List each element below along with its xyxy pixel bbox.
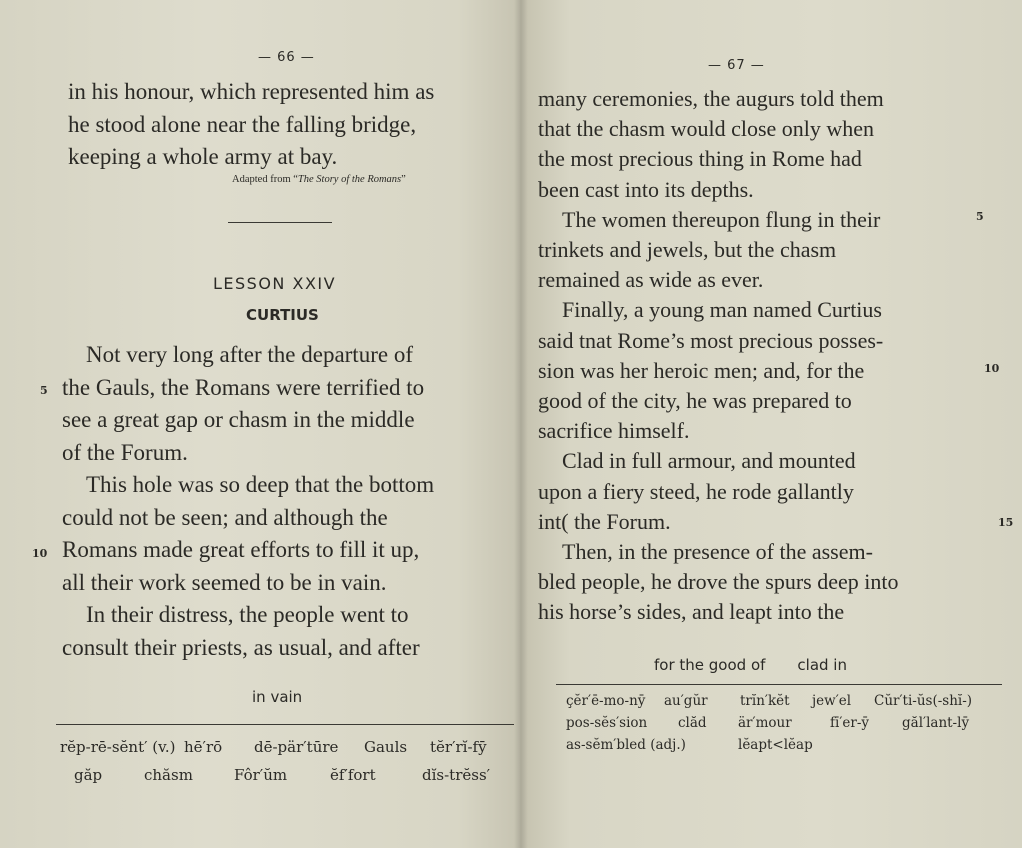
pronunciation-word: găp <box>74 766 103 784</box>
text-line: Clad in full armour, and mounted <box>562 448 856 474</box>
phrase-list <box>654 656 879 674</box>
text-line: consult their priests, as usual, and after <box>62 634 420 660</box>
text-line: In their distress, the people went to <box>86 602 409 627</box>
text-line: Then, in the presence of the assem- <box>562 539 873 565</box>
footnote-rule <box>556 684 1002 685</box>
pronunciation-word: ĕf′fort <box>330 766 376 784</box>
text-line: been cast into its depths. <box>538 176 754 202</box>
body-text <box>538 84 898 628</box>
text-line: Finally, a young man named Curtius <box>562 297 882 323</box>
pronunciation-word: Cŭr′ti-ŭs(-shĭ-) <box>874 693 973 709</box>
pronunciation-word: hē′rō <box>184 738 223 756</box>
pronunciation-row <box>566 690 972 712</box>
text-line: sacrifice himself. <box>538 418 690 444</box>
text-line: sion was her heroic men; and, for the <box>538 357 865 383</box>
pronunciation-word: clăd <box>678 715 707 731</box>
lesson-title: LESSON XXIV <box>213 274 337 293</box>
attribution <box>232 174 406 185</box>
pronunciation-row <box>60 733 490 761</box>
pronunciation-word: dē-pär′tūre <box>254 738 339 756</box>
text-line: This hole was so deep that the bottom <box>86 472 435 497</box>
pronunciation-word: rĕp-rē-sĕnt′ (v.) <box>60 738 176 756</box>
page-number: — 66 — <box>258 50 315 65</box>
text-line: int( the Forum. <box>538 508 671 534</box>
pronunciation-word: dĭs-trĕss′ <box>422 766 491 784</box>
text-line: of the Forum. <box>62 439 188 465</box>
pronunciation-word: lĕapt<lĕap <box>738 737 813 753</box>
pronunciation-word: găl′lant-lȳ <box>902 715 970 731</box>
text-line: could not be seen; and although the <box>62 504 388 530</box>
text-line: in his honour, which represented him as <box>68 79 435 104</box>
pronunciation-word: Gauls <box>364 738 408 756</box>
body-text <box>62 339 434 664</box>
pronunciation-word: tĕr′rĭ-fȳ <box>430 738 487 756</box>
line-number: 5 <box>976 210 984 223</box>
text-line: keeping a whole army at bay. <box>68 144 338 169</box>
lesson-subtitle: CURTIUS <box>246 306 319 324</box>
pronunciation-word: Fôr′ŭm <box>234 766 288 784</box>
text-line: The women thereupon flung in their <box>562 206 881 232</box>
text-line: that the chasm would close only when <box>538 116 875 142</box>
text-line: many ceremonies, the augurs told them <box>538 86 884 111</box>
section-divider <box>228 222 332 223</box>
text-line: Romans made great efforts to fill it up, <box>62 537 420 562</box>
pronunciation-key <box>60 733 490 789</box>
intro-paragraph <box>68 76 434 174</box>
pronunciation-row <box>60 761 490 789</box>
text-line: remained as wide as ever. <box>538 267 764 293</box>
text-line: his horse’s sides, and leapt into the <box>538 599 845 625</box>
pronunciation-word: çĕr′ē-mo-nȳ <box>566 693 646 709</box>
text-line: upon a fiery steed, he rode gallantly <box>538 478 854 504</box>
attribution-prefix: Adapted from “ <box>232 174 298 185</box>
text-line: said tnat Rome’s most precious posses- <box>538 327 884 353</box>
text-line: bled people, he drove the spurs deep into <box>538 569 899 595</box>
text-line: good of the city, he was prepared to <box>538 388 852 414</box>
line-number: 15 <box>998 516 1014 529</box>
line-number: 10 <box>32 547 48 560</box>
right-page <box>520 0 1022 848</box>
book-gutter <box>514 0 528 848</box>
line-number: 5 <box>40 384 48 397</box>
pronunciation-word: trĭn′kĕt <box>740 693 790 709</box>
attribution-title: The Story of the Romans <box>297 174 402 185</box>
pronunciation-row <box>566 712 972 734</box>
pronunciation-word: fī′er-ȳ <box>830 715 870 731</box>
footnote-rule <box>56 724 514 725</box>
pronunciation-word: chăsm <box>144 766 193 784</box>
pronunciation-word: jew′el <box>812 693 852 709</box>
page-number: — 67 — <box>708 58 765 73</box>
text-line: the most precious thing in Rome had <box>538 146 862 172</box>
text-line: Not very long after the departure of <box>86 342 413 367</box>
attribution-suffix: ” <box>401 174 406 185</box>
text-line: he stood alone near the falling bridge, <box>68 111 417 137</box>
phrase: in vain <box>252 688 303 706</box>
phrase-list <box>252 688 334 706</box>
pronunciation-word: är′mour <box>738 715 792 731</box>
text-line: the Gauls, the Romans were terrified to <box>62 374 425 400</box>
text-line: all their work seemed to be in vain. <box>62 569 387 595</box>
text-line: trinkets and jewels, but the chasm <box>538 237 837 263</box>
pronunciation-key <box>566 690 972 756</box>
phrase: for the good of <box>654 656 766 674</box>
phrase: clad in <box>797 656 847 674</box>
text-line: see a great gap or chasm in the middle <box>62 407 415 432</box>
pronunciation-word: au′gŭr <box>664 693 708 709</box>
pronunciation-word: as-sĕm′bled (adj.) <box>566 737 686 753</box>
pronunciation-row <box>566 734 972 756</box>
pronunciation-word: pos-sĕs′sion <box>566 715 648 731</box>
line-number: 10 <box>984 362 1000 375</box>
